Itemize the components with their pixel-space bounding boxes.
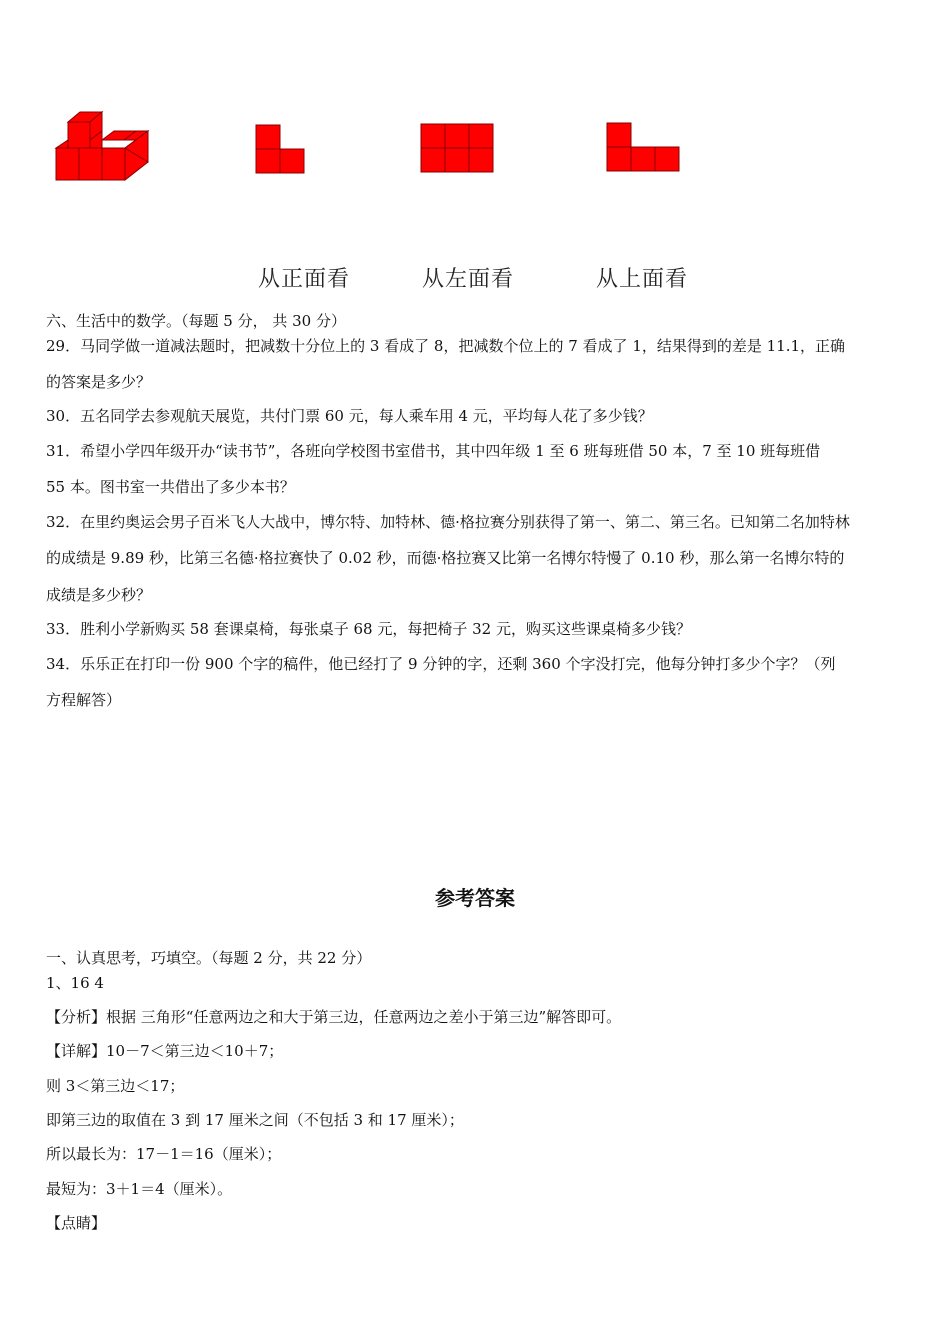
question-31-line-2: 55 本。图书室一共借出了多少本书？ (46, 478, 295, 496)
front-view-label: 从正面看 (258, 267, 351, 292)
top-view-shape (607, 123, 679, 171)
question-29-line-1: 29．马同学做一道减法题时，把减数十分位上的 3 看成了 8，把减数个位上的 7 看成了 1，结果得到的差是 11.1，正确 (46, 337, 846, 355)
question-32-line-2: 的成绩是 9.89 秒，比第三名德·格拉赛快了 0.02 秒，而德·格拉赛又比第一名博尔特慢了 0.10 秒，那么第一名博尔特的 (46, 549, 845, 567)
answers-title: 参考答案 (435, 886, 515, 910)
cube-assembly-3d (56, 112, 148, 180)
cube-figures (0, 0, 950, 200)
answer-step-4: 最短为：3＋1＝4（厘米）。 (46, 1180, 233, 1198)
answer-step-2: 即第三边的取值在 3 到 17 厘米之间（不包括 3 和 17 厘米）； (46, 1111, 464, 1129)
answer-detail: 【详解】10－7＜第三边＜10＋7； (46, 1042, 284, 1060)
front-view-shape (256, 125, 304, 173)
question-31-line-1: 31．希望小学四年级开办“读书节”，各班向学校图书室借书，其中四年级 1 至 6 班每班借 50 本，7 至 10 班每班借 (46, 442, 821, 460)
question-32-line-1: 32．在里约奥运会男子百米飞人大战中，博尔特、加特林、德·格拉赛分别获得了第一、第二、第三名。已知第二名加特林 (46, 513, 850, 531)
question-29-line-2: 的答案是多少？ (46, 373, 152, 391)
section-6-heading: 六、生活中的数学。（每题 5 分， 共 30 分） (46, 312, 346, 330)
answers-section-1-heading: 一、认真思考，巧填空。（每题 2 分，共 22 分） (46, 949, 372, 967)
question-32-line-3: 成绩是多少秒？ (46, 586, 152, 604)
answer-step-1: 则 3＜第三边＜17； (46, 1077, 185, 1095)
question-34-line-2: 方程解答） (46, 691, 122, 709)
left-view-shape (421, 124, 493, 172)
answer-1: 1、16 4 (46, 974, 104, 992)
left-view-label: 从左面看 (422, 267, 515, 292)
question-33: 33．胜利小学新购买 58 套课桌椅，每张桌子 68 元，每把椅子 32 元，购买这些课桌椅多少钱？ (46, 620, 691, 638)
question-30: 30．五名同学去参观航天展览，共付门票 60 元，每人乘车用 4 元，平均每人花了多少钱？ (46, 407, 653, 425)
question-34-line-1: 34．乐乐正在打印一份 900 个字的稿件，他已经打了 9 分钟的字，还剩 360 个字没打完，他每分钟打多少个字？（列 (46, 655, 836, 673)
answer-analysis: 【分析】根据 三角形“任意两边之和大于第三边，任意两边之差小于第三边”解答即可。 (46, 1008, 622, 1026)
top-view-label: 从上面看 (596, 267, 689, 292)
answer-comment: 【点睛】 (46, 1214, 107, 1232)
answer-step-3: 所以最长为：17－1＝16（厘米）； (46, 1145, 282, 1163)
